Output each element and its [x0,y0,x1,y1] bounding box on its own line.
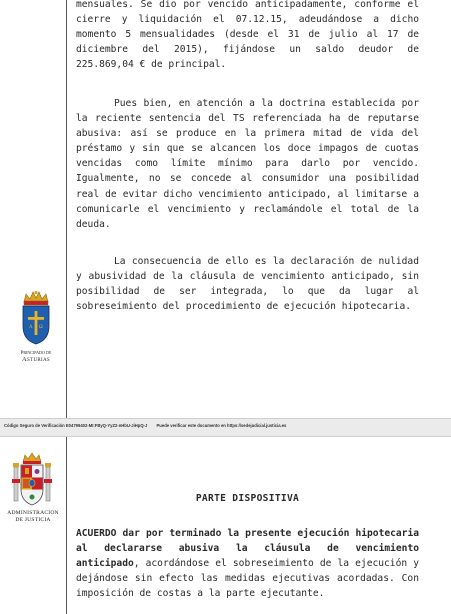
paragraph-ruling [76,526,419,601]
crest-label-bottom: DE JUSTICIA [15,517,51,523]
crest-label-bottom: Asturias [22,356,50,363]
crest-label-top: ADMINISTRACION [7,510,59,516]
section-heading: PARTE DISPOSITIVA [195,493,300,504]
margin-rule [66,437,67,614]
verification-code: Código Seguro de Verificación E04799402-MI:FByQ-YyZ2-nHbU-JiHpQ-J [4,423,148,428]
page-separator [0,418,451,437]
paragraph-doctrine: Pues bien, en atención a la doctrina establecida por la reciente sentencia del TS referenciada ha de reputarse abusiva: así se produce en la primera mitad de vida del préstamo y sin que se alcancen los doce impagos de cuotas vencidas como límite mínimo para darlo por vencido. Igualmente, no se concede al consumidor una posibilidad real de evitar dicho vencimiento anticipado, al limitarse a comunicarle el vencimiento y reclamándole el total de la deuda. [76,98,419,230]
verification-footer [4,423,294,428]
document-page-2 [0,437,451,614]
svg-text:A: A [29,325,33,330]
svg-text:Ω: Ω [39,325,43,330]
ruling-bold-text: ACUERDO dar por terminado la presente ejecución hipotecaria al declararse abusiva la cláusula de vencimiento anticipado [76,528,419,570]
margin-rule [66,0,67,418]
ruling-rest-text: , acordándose el sobreseimiento de la ejecución y dejándose sin efecto las medidas ejecutivas acordadas. Con imposición de costas a la parte ejecutante. [76,558,419,600]
paragraph-installments: mensuales. Se dio por vencido anticipadamente, conforme el cierre y liquidación el 07.12.15, adeudándose a dicho momento 5 mensualidades (desde el 31 de julio al 17 de diciembre del 2015), fijándose un saldo deudor de 225.869,04 € de principal. [76,0,419,71]
crest-label-top: Principado de [20,351,52,356]
paragraph-consequence: La consecuencia de ello es la declaración de nulidad y abusividad de la cláusula de vencimiento anticipado, sin posibilidad de ser integrada, lo que da lugar al sobreseimiento del procedimiento de ejecución hipotecaria. [76,256,419,313]
spain-coat-of-arms-icon [12,451,52,509]
asturias-crest-icon [17,290,55,346]
verification-link[interactable]: Puede verificar este documento en https://sedejudicial.justicia.es [156,423,287,428]
